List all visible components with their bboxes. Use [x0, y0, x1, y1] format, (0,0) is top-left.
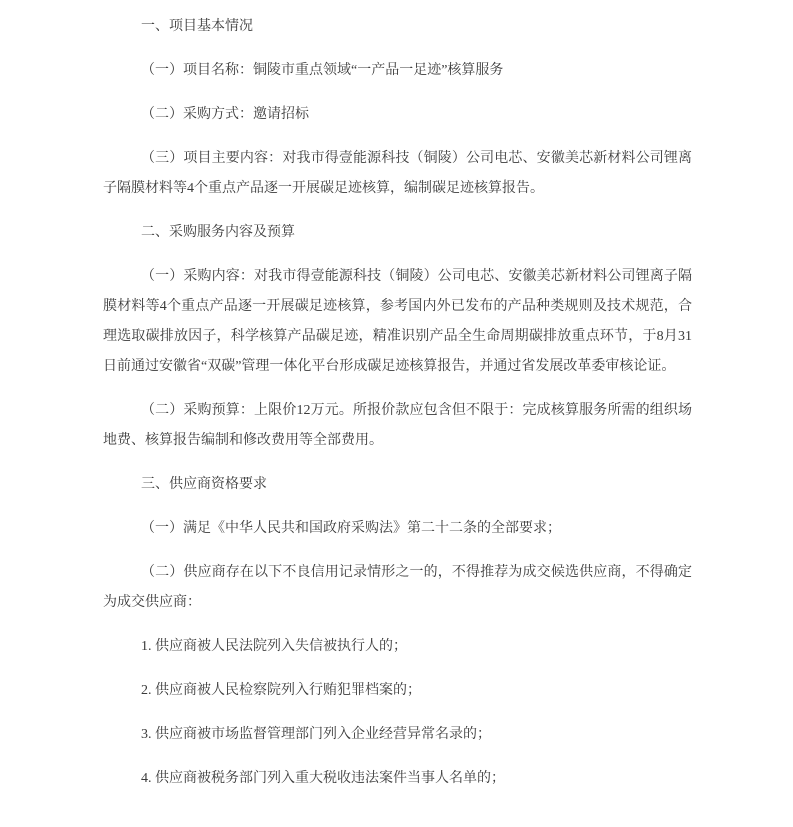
para-procurement-method: （二）采购方式：邀请招标	[141, 107, 309, 122]
section-3-heading: 三、供应商资格要求	[141, 477, 267, 492]
list-item-bad-credit-2: 2. 供应商被人民检察院列入行贿犯罪档案的；	[141, 683, 421, 698]
para-procurement-content: （一）采购内容：对我市得壹能源科技（铜陵）公司电芯、安徽美芯新材料公司锂离子隔膜材料等4个重点产品逐一开展碳足迹核算，参考国内外已发布的产品种类规则及技术规范，合理选取碳排放因子，科学核算产品碳足迹，精准识别产品全生命周期碳排放重点环节，于8月31日前通过安徽省“双碳”管理一体化平台形成碳足迹核算报告，并通过省发展改革委审核论证。	[103, 269, 692, 374]
list-item-bad-credit-4: 4. 供应商被税务部门列入重大税收违法案件当事人名单的；	[141, 771, 505, 786]
document-body	[103, 12, 692, 794]
list-item-bad-credit-3: 3. 供应商被市场监督管理部门列入企业经营异常名录的；	[141, 727, 491, 742]
para-procurement-budget: （二）采购预算：上限价12万元。所报价款应包含但不限于：完成核算服务所需的组织场地费、核算报告编制和修改费用等全部费用。	[103, 403, 692, 448]
section-2-heading: 二、采购服务内容及预算	[141, 225, 295, 240]
para-qualification-requirement-1: （一）满足《中华人民共和国政府采购法》第二十二条的全部要求；	[141, 521, 561, 536]
para-project-main-content: （三）项目主要内容：对我市得壹能源科技（铜陵）公司电芯、安徽美芯新材料公司锂离子隔膜材料等4个重点产品逐一开展碳足迹核算，编制碳足迹核算报告。	[103, 151, 692, 196]
list-item-bad-credit-1: 1. 供应商被人民法院列入失信被执行人的；	[141, 639, 407, 654]
para-project-name: （一）项目名称：铜陵市重点领域“一产品一足迹”核算服务	[141, 63, 504, 78]
section-1-heading: 一、项目基本情况	[141, 19, 253, 34]
para-qualification-requirement-2: （二）供应商存在以下不良信用记录情形之一的，不得推荐为成交候选供应商，不得确定为成交供应商：	[103, 565, 692, 610]
